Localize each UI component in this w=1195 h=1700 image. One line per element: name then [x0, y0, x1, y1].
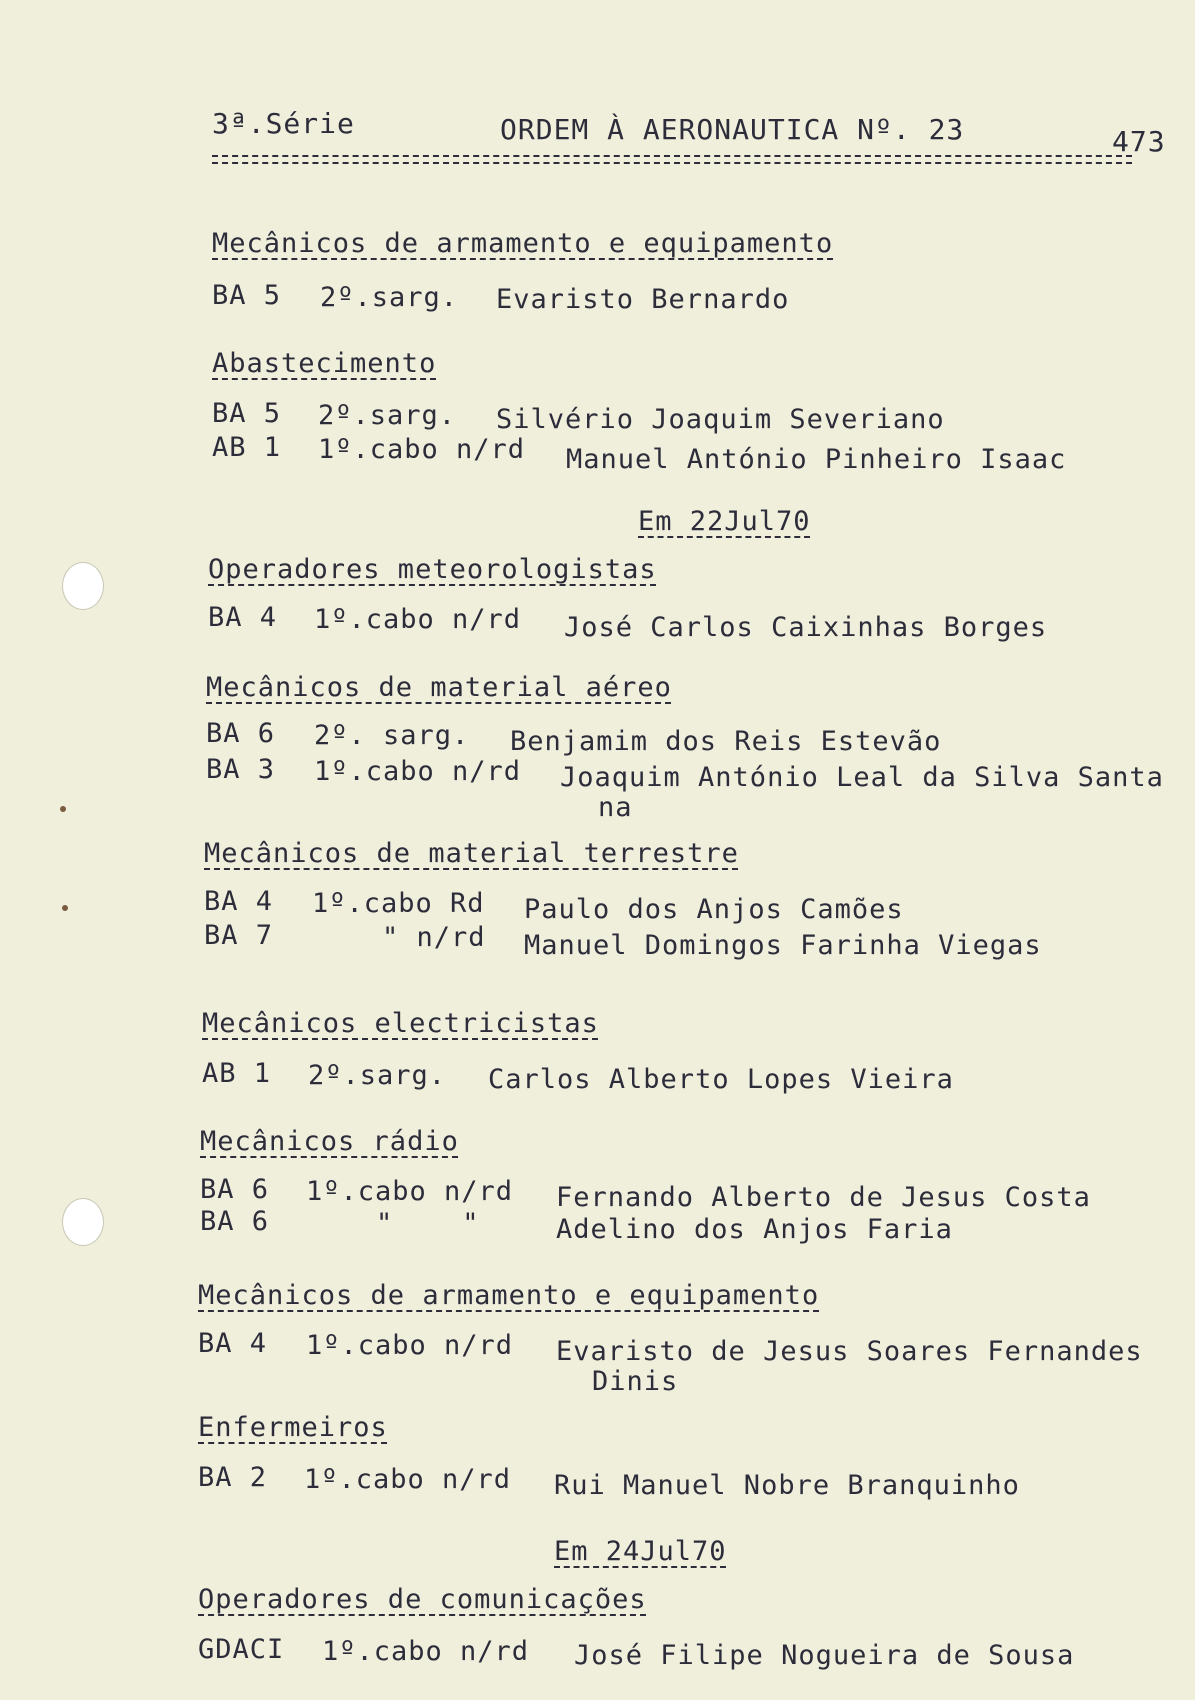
- entry-rank: 1º.cabo n/rd: [306, 1176, 514, 1207]
- entry-rank: 2º.sarg.: [318, 400, 457, 431]
- entry-continuation: Dinis: [592, 1366, 679, 1397]
- entry-unit: BA 6: [206, 718, 276, 749]
- entry-unit: BA 4: [198, 1328, 268, 1359]
- section-heading: Mecânicos de armamento e equipamento: [198, 1280, 820, 1311]
- header-rule: [212, 155, 1132, 157]
- page-number: 473: [1112, 125, 1166, 158]
- entry-rank: 2º. sarg.: [314, 720, 470, 751]
- entry-rank: 1º.cabo n/rd: [304, 1464, 512, 1495]
- section-heading: Abastecimento: [212, 348, 437, 379]
- entry-name: Evaristo de Jesus Soares Fernandes: [556, 1336, 1143, 1367]
- binder-hole-top: [62, 562, 104, 610]
- document-title: ORDEM À AERONAUTICA Nº. 23: [500, 113, 965, 146]
- entry-name: Fernando Alberto de Jesus Costa: [556, 1182, 1091, 1213]
- entry-rank: 2º.sarg.: [308, 1060, 447, 1091]
- entry-name: Joaquim António Leal da Silva Santa: [560, 762, 1164, 793]
- section-heading: Enfermeiros: [198, 1412, 388, 1443]
- section-heading: Mecânicos de material terrestre: [204, 838, 739, 869]
- date-heading: Em 22Jul70: [638, 506, 811, 537]
- entry-name: Manuel Domingos Farinha Viegas: [524, 930, 1042, 961]
- entry-name: Manuel António Pinheiro Isaac: [566, 444, 1067, 475]
- entry-rank: 1º.cabo Rd: [312, 888, 485, 919]
- entry-unit: BA 4: [204, 886, 274, 917]
- entry-unit: AB 1: [212, 432, 282, 463]
- section-heading: Mecânicos de armamento e equipamento: [212, 228, 834, 259]
- entry-unit: BA 3: [206, 754, 276, 785]
- entry-unit: BA 7: [204, 920, 274, 951]
- binder-hole-bottom: [62, 1198, 104, 1246]
- entry-name: José Filipe Nogueira de Sousa: [574, 1640, 1075, 1671]
- entry-rank: 1º.cabo n/rd: [318, 434, 526, 465]
- header-rule: [212, 162, 1132, 164]
- entry-rank: 1º.cabo n/rd: [306, 1330, 514, 1361]
- date-heading: Em 24Jul70: [554, 1536, 727, 1567]
- section-heading: Operadores de comunicações: [198, 1584, 647, 1615]
- entry-unit: BA 5: [212, 280, 282, 311]
- entry-rank: 1º.cabo n/rd: [314, 604, 522, 635]
- entry-rank: 1º.cabo n/rd: [314, 756, 522, 787]
- entry-name: Paulo dos Anjos Camões: [524, 894, 904, 925]
- series-label: 3ª.Série: [212, 107, 355, 140]
- entry-rank: 2º.sarg.: [320, 282, 459, 313]
- section-heading: Mecânicos de material aéreo: [206, 672, 672, 703]
- entry-rank: 1º.cabo n/rd: [322, 1636, 530, 1667]
- entry-name: Rui Manuel Nobre Branquinho: [554, 1470, 1020, 1501]
- section-heading: Operadores meteorologistas: [208, 554, 657, 585]
- entry-rank: " ": [376, 1208, 480, 1239]
- section-heading: Mecânicos rádio: [200, 1126, 459, 1157]
- paper-speck: [60, 806, 66, 812]
- paper-speck: [62, 905, 68, 911]
- section-heading: Mecânicos electricistas: [202, 1008, 599, 1039]
- entry-rank: " n/rd: [382, 922, 486, 953]
- entry-name: Silvério Joaquim Severiano: [496, 404, 945, 435]
- entry-unit: BA 4: [208, 602, 278, 633]
- entry-unit: BA 2: [198, 1462, 268, 1493]
- entry-unit: BA 6: [200, 1174, 270, 1205]
- entry-name: José Carlos Caixinhas Borges: [564, 612, 1048, 643]
- entry-unit: BA 6: [200, 1206, 270, 1237]
- entry-unit: BA 5: [212, 398, 282, 429]
- entry-name: Adelino dos Anjos Faria: [556, 1214, 953, 1245]
- entry-name: Carlos Alberto Lopes Vieira: [488, 1064, 954, 1095]
- entry-name: Benjamim dos Reis Estevão: [510, 726, 942, 757]
- entry-continuation: na: [598, 792, 633, 823]
- entry-name: Evaristo Bernardo: [496, 284, 790, 315]
- entry-unit: AB 1: [202, 1058, 272, 1089]
- entry-unit: GDACI: [198, 1634, 285, 1665]
